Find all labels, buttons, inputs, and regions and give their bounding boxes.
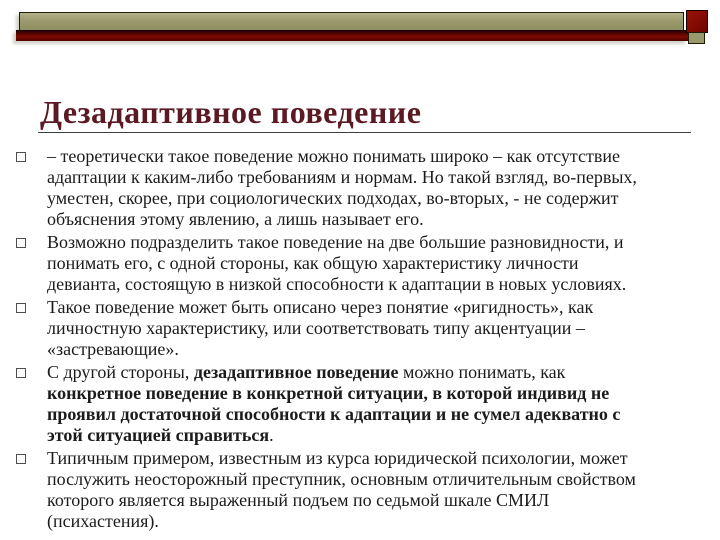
text-line: объяснения этому явлению, а лишь называет его. — [47, 209, 424, 229]
list-item — [16, 362, 716, 446]
text-line: которого является выраженный подъем по седьмой шкале СМИЛ — [47, 490, 550, 510]
list-item — [16, 232, 716, 295]
square-bullet-icon — [16, 454, 26, 464]
slide-title: Дезадаптивное поведение — [40, 94, 422, 130]
header-square-red — [686, 10, 708, 33]
square-bullet-icon — [16, 238, 26, 248]
bullet-list — [16, 146, 716, 534]
list-item — [16, 146, 716, 230]
list-item — [16, 448, 716, 532]
text-line: (психастения). — [47, 511, 159, 531]
text-line: понимать его, с одной стороны, как общую характеристику личности — [47, 253, 579, 273]
text-line: девианта, состоящую в низкой способности к адаптации в новых условиях. — [47, 274, 627, 294]
text-line: послужить неосторожный преступник, основным отличительным свойством — [47, 469, 636, 489]
header-bar-tan — [19, 12, 684, 32]
text-line: уместен, скорее, при социологических подходах, во-вторых, - не содержит — [47, 188, 619, 208]
text-line: конкретное поведение в конкретной ситуации, в которой индивид не — [47, 383, 610, 403]
text-line: С другой стороны, дезадаптивное поведение можно понимать, как — [47, 362, 566, 382]
text-line: проявил достаточной способности к адаптации и не сумел адекватно с — [47, 404, 621, 424]
text-line: адаптации к каким-либо требованиям и нормам. Но такой взгляд, во-первых, — [47, 167, 637, 187]
text-line: – теоретически такое поведение можно понимать широко – как отсутствие — [47, 146, 620, 166]
text-line: этой ситуацией справиться. — [47, 425, 274, 445]
square-bullet-icon — [16, 303, 26, 313]
square-bullet-icon — [16, 152, 26, 162]
text-line: «застревающие». — [47, 339, 179, 359]
text-line: Возможно подразделить такое поведение на две большие разновидности, и — [47, 232, 624, 252]
text-line: личностную характеристику, или соответствовать типу акцентуации – — [47, 318, 585, 338]
square-bullet-icon — [16, 368, 26, 378]
text-line: Такое поведение может быть описано через понятие «ригидность», как — [47, 297, 594, 317]
list-item — [16, 297, 716, 360]
text-line: Типичным примером, известным из курса юридической психологии, может — [47, 448, 628, 468]
header-square-tan — [688, 32, 705, 44]
header-bar-red — [16, 30, 688, 41]
title-underline — [38, 132, 691, 133]
